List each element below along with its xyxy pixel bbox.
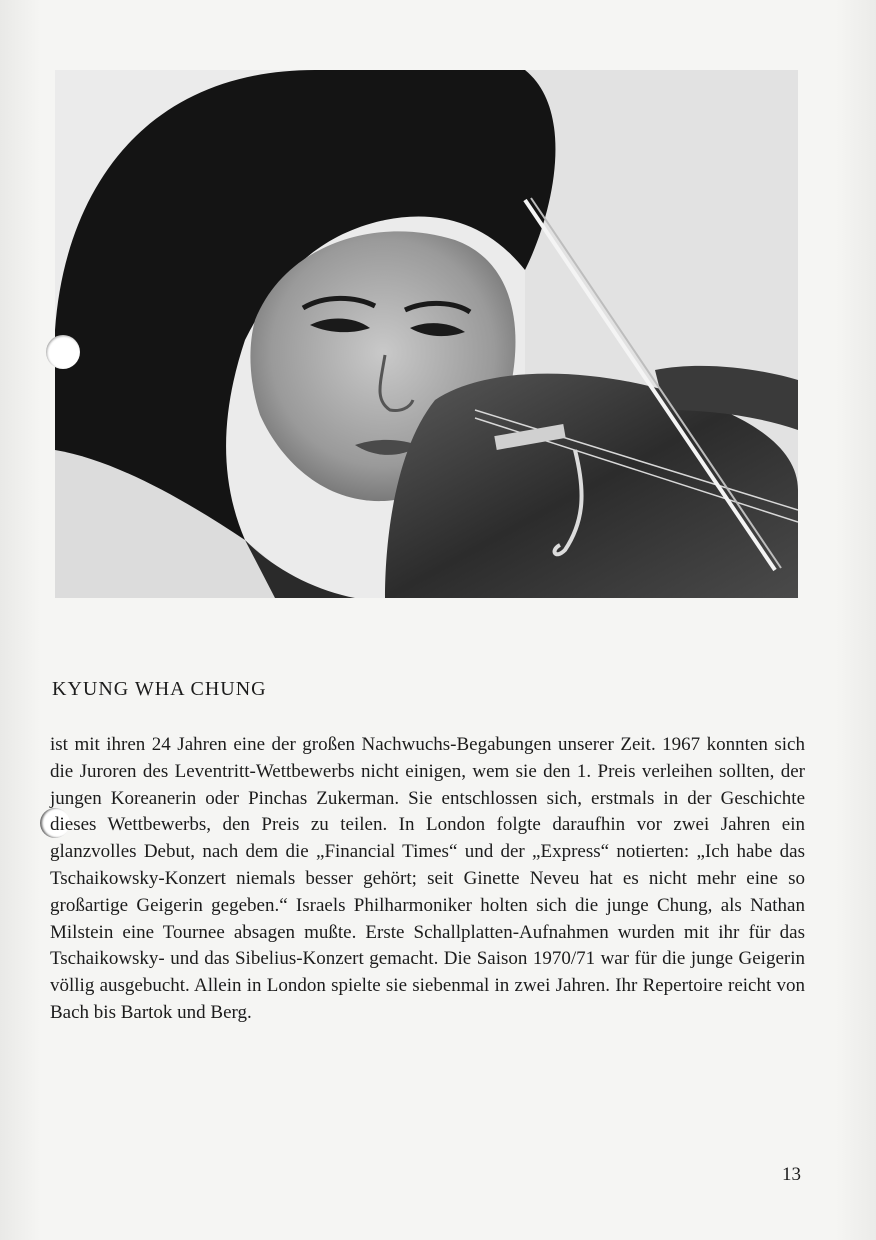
violinist-portrait-photo [55, 70, 798, 598]
artist-name-heading: KYUNG WHA CHUNG [52, 678, 267, 700]
biography-paragraph: ist mit ihren 24 Jahren eine der großen Nachwuchs-Begabungen unserer Zeit. 1967 konnten sich die Juroren des Leventritt-Wettbewerbs nicht einigen, wem sie den 1. Preis verleihen sollten, der jungen Koreanerin oder Pinchas Zukerman. Sie entschlossen sich, erstmals in der Geschichte dieses Wettbewerbs, den Preis zu teilen. In London folgte daraufhin vor zwei Jahren ein glanzvolles Debut, nach dem die „Financial Times“ und der „Express“ notierten: „Ich habe das Tschaikowsky-Konzert niemals besser gehört; seit Ginette Neveu hat es nicht mehr eine so großartige Geigerin gegeben.“ Israels Philharmoniker holten sich die junge Chung, als Nathan Milstein eine Tournee absagen mußte. Erste Schallplatten-Aufnahmen wurden mit ihr für das Tschaikowsky- und das Sibelius-Konzert gemacht. Die Saison 1970/71 war für die junge Geigerin völlig ausgebucht. Allein in London spielte sie siebenmal in zwei Jahren. Ihr Repertoire reicht von Bach bis Bartok und Berg. [50, 734, 805, 1023]
page-number: 13 [782, 1164, 801, 1185]
violinist-photo [55, 70, 798, 598]
punch-hole-top [46, 335, 80, 369]
